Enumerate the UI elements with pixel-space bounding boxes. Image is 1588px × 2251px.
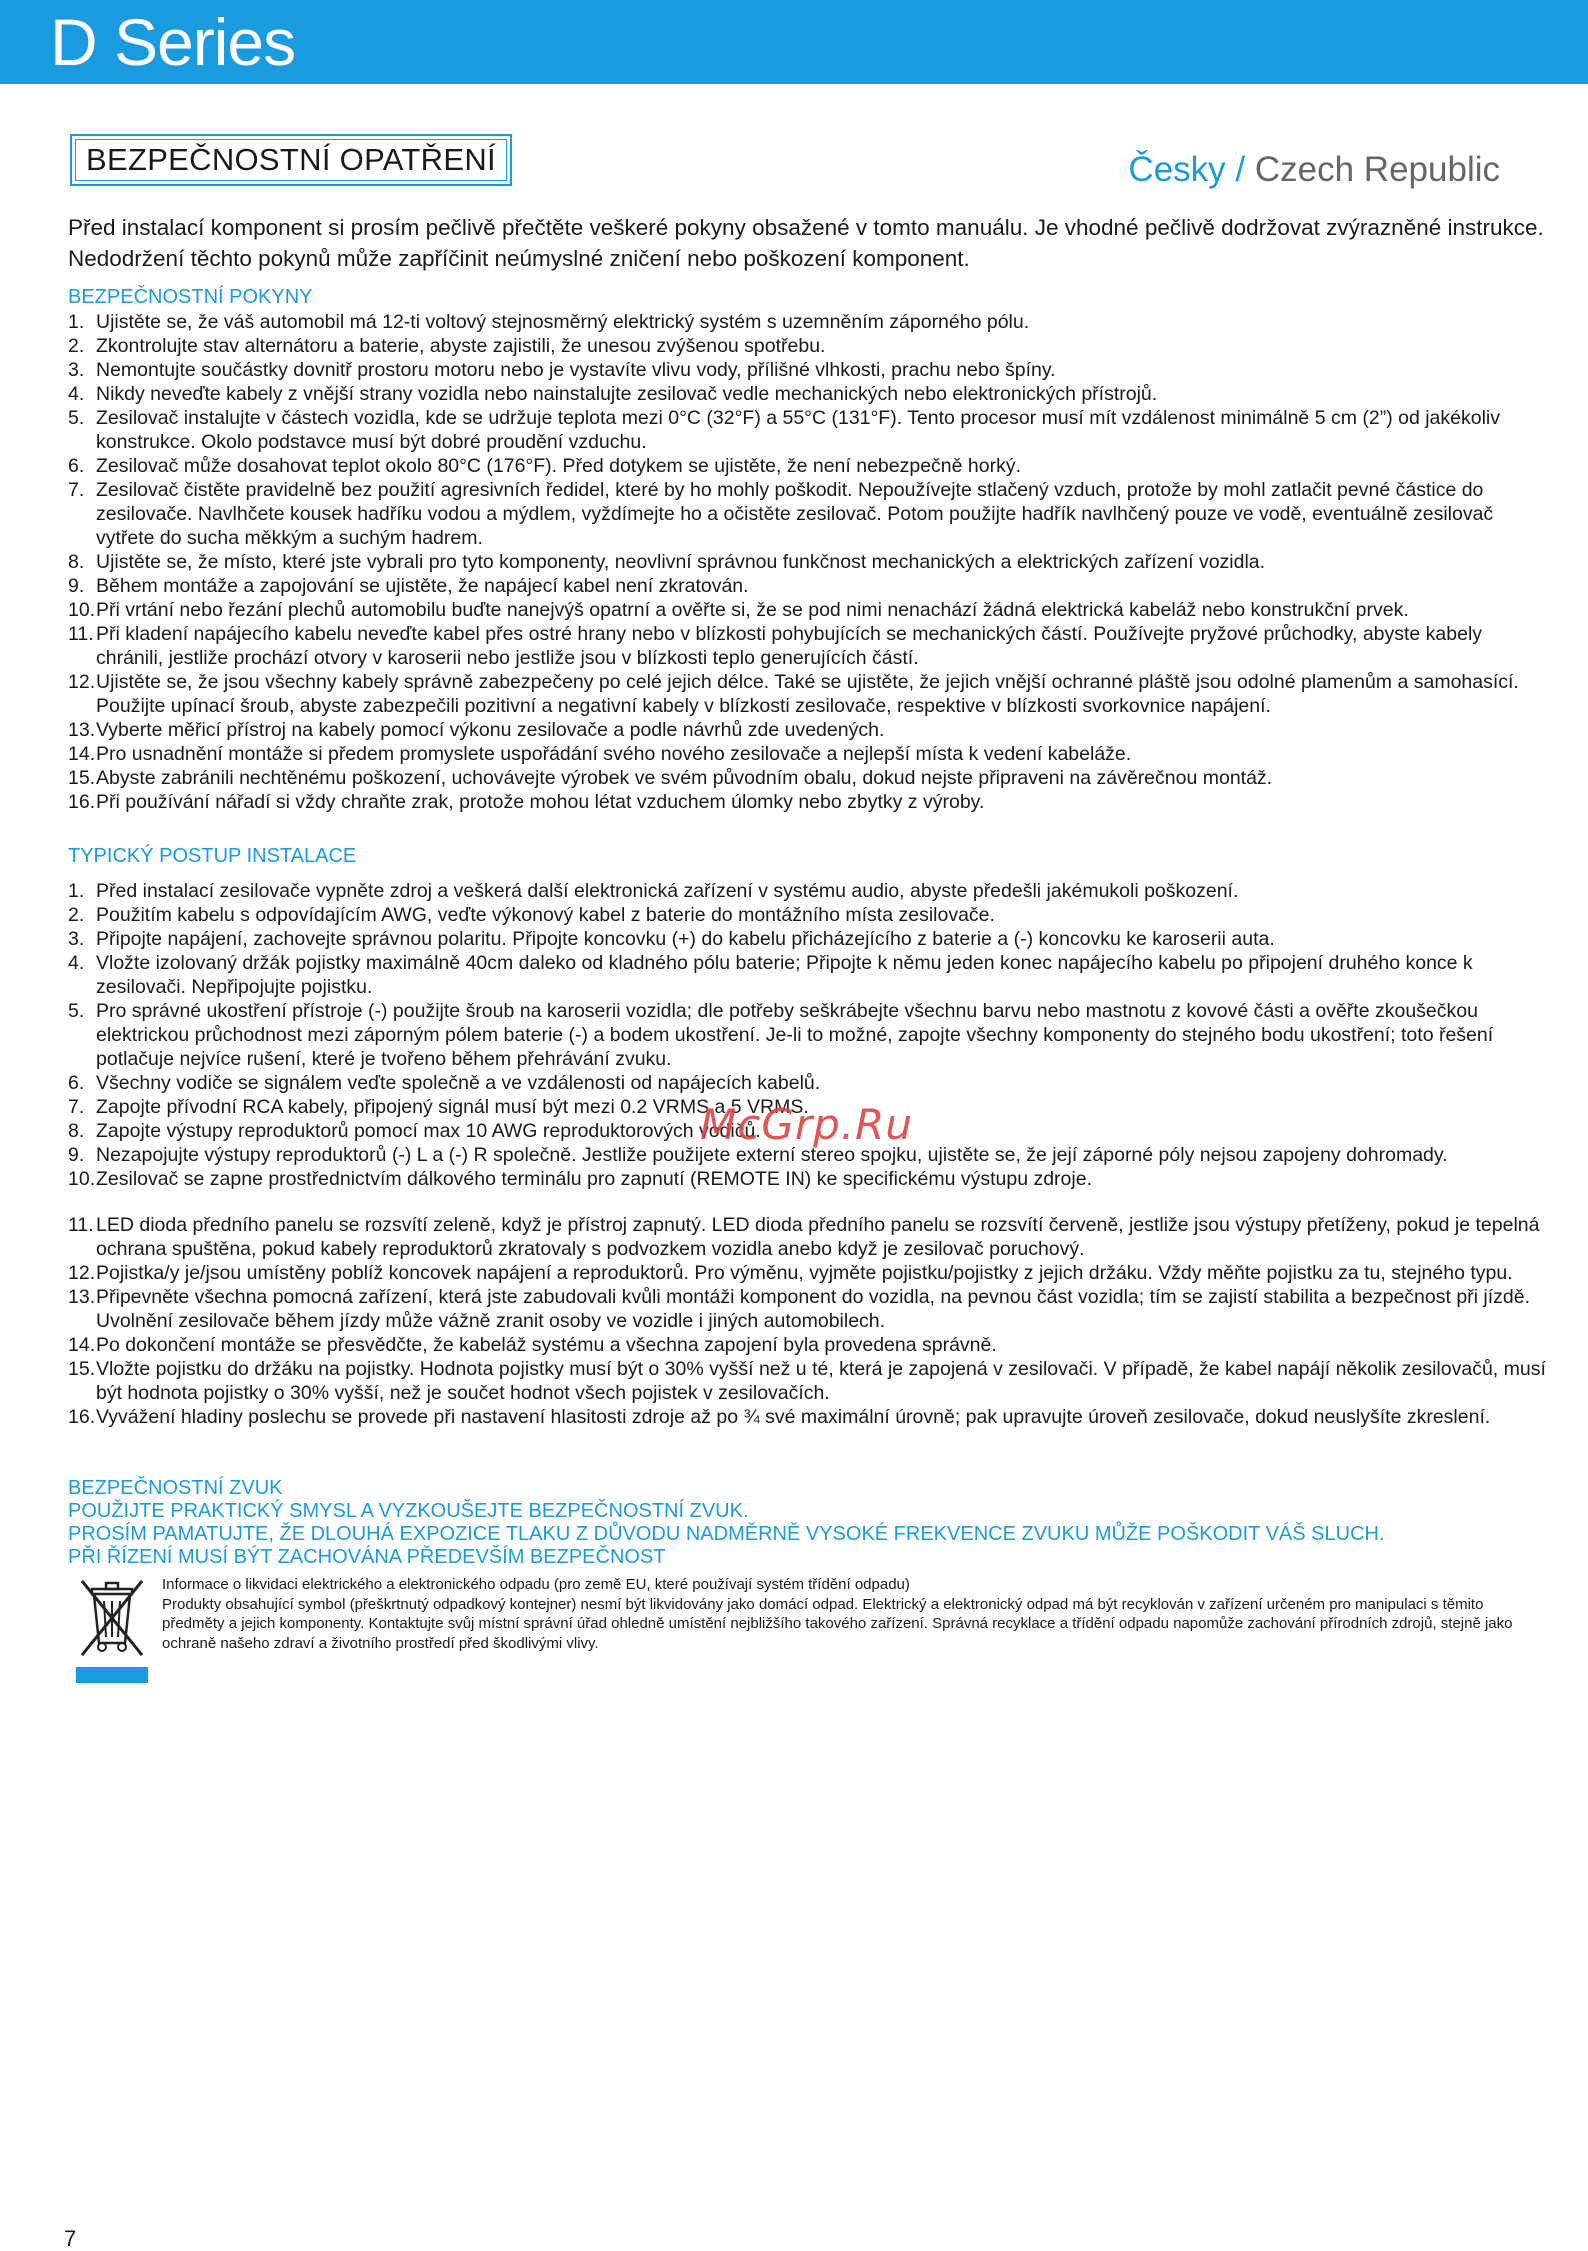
item-text: Zapojte výstupy reproduktorů pomocí max 10 AWG reproduktorových vodičů. xyxy=(96,1120,761,1142)
item-number: 12. xyxy=(68,671,96,693)
list-item xyxy=(68,766,1550,790)
intro-paragraph: Před instalací komponent si prosím pečlivě přečtěte veškeré pokyny obsažené v tomto manuálu. Je vhodné pečlivě dodržovat zvýrazněné instrukce. Nedodržení těchto pokynů může zapříčinit neúmyslné zničení nebo poškození komponent. xyxy=(68,215,1544,271)
warning-line-1: BEZPEČNOSTNÍ ZVUK xyxy=(68,1477,283,1499)
list-item xyxy=(68,742,1550,766)
item-number: 4. xyxy=(68,952,85,974)
warning-line-2: POUŽIJTE PRAKTICKÝ SMYSL A VYZKOUŠEJTE BEZPEČNOSTNÍ ZVUK. xyxy=(68,1500,749,1522)
item-number: 7. xyxy=(68,479,85,501)
item-number: 9. xyxy=(68,1144,85,1166)
item-number: 14. xyxy=(68,1334,96,1356)
item-text: Zesilovač instalujte v částech vozidla, kde se udržuje teplota mezi 0°C (32°F) a 55°C (131°F). Tento procesor musí mít vzdálenost minimálně 5 cm (2”) od jakékoliv konstrukce. Okolo podstavce musí být dobré proudění vzduchu. xyxy=(96,407,1500,453)
item-text: Všechny vodiče se signálem veďte společně a ve vzdálenosti od napájecích kabelů. xyxy=(96,1072,821,1094)
item-text: Ujistěte se, že váš automobil má 12-ti voltový stejnosměrný elektrický systém s uzemněním záporného pólu. xyxy=(96,311,1030,333)
item-number: 6. xyxy=(68,1072,85,1094)
list-item xyxy=(68,999,1550,1071)
item-number: 6. xyxy=(68,455,85,477)
weee-notice xyxy=(68,1575,1550,1692)
list-item xyxy=(68,574,1550,598)
item-text: Ujistěte se, že jsou všechny kabely správně zabezpečeny po celé jejich délce. Také se ujistěte, že jejich vnější ochranné pláště jsou odolné plamenům a samohasící. Použijte upínací šroub, abyste zabezpečili pozitivní a negativní kabely v blízkosti zesilovače, respektive v blízkosti svorkovnice napájení. xyxy=(96,671,1519,717)
document-body xyxy=(68,212,1550,1692)
crossed-bin-icon xyxy=(72,1575,162,1692)
item-text: Po dokončení montáže se přesvědčte, že kabeláž systému a všechna zapojení byla provedena správně. xyxy=(96,1334,997,1356)
item-text: Vložte izolovaný držák pojistky maximálně 40cm daleko od kladného pólu baterie; Připojte k němu jeden konec napájecího kabelu po připojení druhého konce k zesilovači. Nepřipojujte pojistku. xyxy=(96,952,1473,998)
warning-line-3: PROSÍM PAMATUJTE, ŽE DLOUHÁ EXPOZICE TLAKU Z DŮVODU NADMĚRNĚ VYSOKÉ FREKVENCE ZVUKU MŮŽE POŠKODIT VÁŠ SLUCH. xyxy=(68,1523,1385,1545)
item-number: 8. xyxy=(68,1120,85,1142)
list-item xyxy=(68,382,1550,406)
list-item xyxy=(68,790,1550,814)
list-item xyxy=(68,670,1550,718)
list-item xyxy=(68,1071,1550,1095)
item-number: 16. xyxy=(68,1406,96,1428)
list-item xyxy=(68,406,1550,454)
item-text: Zesilovač čistěte pravidelně bez použití agresivních ředidel, které by ho mohly poškodit. Nepoužívejte stlačený vzduch, protože by mohl zatlačit pevné částice do zesilovače. Navlhčete kousek hadříku vodou a mýdlem, vyždímejte ho a očistěte zesilovač. Potom použijte hadřík navlhčený pouze ve vodě, eventuálně zesilovač vytřete do sucha měkkým a suchým hadrem. xyxy=(96,479,1494,549)
list-item xyxy=(68,334,1550,358)
list-item xyxy=(68,1285,1550,1333)
language-czech: Česky xyxy=(1128,150,1226,189)
language-label xyxy=(1128,150,1500,190)
item-text: Při vrtání nebo řezání plechů automobilu buďte nanejvýš opatrní a ověřte si, že se pod nimi nenachází žádná elektrická kabeláž nebo konstrukční prvek. xyxy=(96,599,1409,621)
item-text: Abyste zabránili nechtěnému poškození, uchovávejte výrobek ve svém původním obalu, dokud nejste připraveni na závěrečnou montáž. xyxy=(96,767,1273,789)
safety-list xyxy=(68,310,1550,814)
item-number: 10. xyxy=(68,599,96,621)
item-text: Použitím kabelu s odpovídajícím AWG, veďte výkonový kabel z baterie do montážního místa zesilovače. xyxy=(96,904,995,926)
item-text: Pro usnadnění montáže si předem promyslete uspořádání svého nového zesilovače a nejlepší místa k vedení kabeláže. xyxy=(96,743,1132,765)
item-text: Zkontrolujte stav alternátoru a baterie, abyste zajistili, že unesou zvýšenou spotřebu. xyxy=(96,335,826,357)
item-text: Nemontujte součástky dovnitř prostoru motoru nebo je vystavíte vlivu vody, přílišné vlhkosti, prachu nebo špíny. xyxy=(96,359,1056,381)
item-number: 16. xyxy=(68,791,96,813)
watermark: McGrp.Ru xyxy=(700,1100,913,1149)
page-number: 7 xyxy=(64,2226,77,2251)
item-text: Před instalací zesilovače vypněte zdroj a veškerá další elektronická zařízení v systému audio, abyste předešli jakémukoli poškození. xyxy=(96,880,1239,902)
warning-block xyxy=(68,1477,1550,1569)
list-item xyxy=(68,310,1550,334)
item-number: 15. xyxy=(68,1358,96,1380)
item-number: 5. xyxy=(68,1000,85,1022)
item-number: 15. xyxy=(68,767,96,789)
item-number: 11. xyxy=(68,1214,94,1236)
list-item xyxy=(68,1261,1550,1285)
list-item xyxy=(68,1167,1550,1191)
item-number: 11. xyxy=(68,623,94,645)
section-title-box xyxy=(70,134,512,186)
item-text: Pro správné ukostření přístroje (-) použijte šroub na karoserii vozidla; dle potřeby seškrábejte všechnu barvu nebo mastnotu z kovové části a ověřte zkoušečkou elektrickou průchodnost mezi záporným pólem baterie (-) a bodem ukostření. Je-li to možné, zapojte všechny komponenty do stejného bodu ukostření; toto řešení potlačuje nejvíce rušení, které je tvořeno během přehrávání zvuku. xyxy=(96,1000,1494,1070)
list-item xyxy=(68,622,1550,670)
item-number: 4. xyxy=(68,383,85,405)
list-item xyxy=(68,358,1550,382)
item-number: 3. xyxy=(68,928,85,950)
item-text: Zapojte přívodní RCA kabely, připojený signál musí být mezi 0.2 VRMS a 5 VRMS. xyxy=(96,1096,809,1118)
item-number: 2. xyxy=(68,904,85,926)
weee-body: Produkty obsahující symbol (přeškrtnutý odpadkový kontejner) nesmí být likvidovány jako domácí odpad. Elektrický a elektronický odpad má být recyklován v zařízení určeném pro manipulaci s těmito předměty a jejich komponenty. Kontaktujte svůj místní správní úřad ohledně umístění nejbližšího takového zařízení. Správná recyklace a třídění odpadu napomůže zachování přírodních zdrojů, stejně jako ochraně našeho zdraví a životního prostředí před škodlivými vlivy. xyxy=(162,1595,1513,1652)
list-item xyxy=(68,1405,1550,1429)
item-number: 10. xyxy=(68,1168,96,1190)
item-text: LED dioda předního panelu se rozsvítí zeleně, když je přístroj zapnutý. LED dioda předního panelu se rozsvítí červeně, jestliže jsou výstupy přetíženy, pokud je tepelná ochrana spuštěna, pokud kabely reproduktorů zkratovaly s podvozkem vozidla anebo když je zesilovač poruchový. xyxy=(96,1214,1540,1260)
item-text: Vyvážení hladiny poslechu se provede při nastavení hlasitosti zdroje až po ¾ své maximální úrovně; pak upravujte úroveň zesilovače, dokud neuslyšíte zkreslení. xyxy=(96,1406,1491,1428)
header-bar xyxy=(0,0,1588,84)
language-separator: / xyxy=(1235,150,1246,189)
item-number: 13. xyxy=(68,719,96,741)
list-item xyxy=(68,718,1550,742)
item-text: Pojistka/y je/jsou umístěny poblíž koncovek napájení a reproduktorů. Pro výměnu, vyjměte pojistku/pojistky z jejich držáku. Vždy měňte pojistku za tu, stejného typu. xyxy=(96,1262,1513,1284)
item-number: 14. xyxy=(68,743,96,765)
weee-text xyxy=(162,1575,1532,1692)
item-text: Ujistěte se, že místo, které jste vybrali pro tyto komponenty, neovlivní správnou funkčnost mechanických a elektrických zařízení vozidla. xyxy=(96,551,1266,573)
item-number: 9. xyxy=(68,575,85,597)
item-number: 2. xyxy=(68,335,85,357)
install-heading: TYPICKÝ POSTUP INSTALACE xyxy=(68,845,357,867)
install-list xyxy=(68,879,1550,1429)
item-number: 7. xyxy=(68,1096,85,1118)
item-text: Vložte pojistku do držáku na pojistky. Hodnota pojistky musí být o 30% vyšší než u té, která je zapojená v zesilovači. V případě, že kabel napájí několik zesilovačů, musí být hodnota pojistky o 30% vyšší, než je součet hodnot všech pojistek v zesilovačích. xyxy=(96,1358,1546,1404)
item-text: Nezapojujte výstupy reproduktorů (-) L a (-) R společně. Jestliže použijete externí stereo spojku, ujistěte se, že její záporné póly nejsou zapojeny dohromady. xyxy=(96,1144,1448,1166)
list-item xyxy=(68,951,1550,999)
warning-line-4: PŘI ŘÍZENÍ MUSÍ BÝT ZACHOVÁNA PŘEDEVŠÍM BEZPEČNOST xyxy=(68,1546,666,1568)
item-text: Zesilovač může dosahovat teplot okolo 80°C (176°F). Před dotykem se ujistěte, že není nebezpečně horký. xyxy=(96,455,1022,477)
item-text: Při kladení napájecího kabelu neveďte kabel přes ostré hrany nebo v blízkosti pohybujících se mechanických částí. Používejte pryžové průchodky, abyste kabely chránili, jestliže prochází otvory v karoserii nebo jestliže jsou v blízkosti teplo generujících částí. xyxy=(96,623,1483,669)
item-number: 12. xyxy=(68,1262,96,1284)
item-text: Připojte napájení, zachovejte správnou polaritu. Připojte koncovku (+) do kabelu přicházejícího z baterie a (-) koncovku ke karoserii auta. xyxy=(96,928,1275,950)
item-number: 1. xyxy=(68,311,85,333)
list-item xyxy=(68,598,1550,622)
item-number: 5. xyxy=(68,407,85,429)
item-number: 8. xyxy=(68,551,85,573)
list-item xyxy=(68,1213,1550,1261)
item-text: Při používání nářadí si vždy chraňte zrak, protože mohou létat vzduchem úlomky nebo zbytky z výroby. xyxy=(96,791,985,813)
item-number: 1. xyxy=(68,880,85,902)
list-item xyxy=(68,903,1550,927)
weee-title: Informace o likvidaci elektrického a elektronického odpadu (pro země EU, které používají systém třídění odpadu) xyxy=(162,1576,910,1593)
item-number: 13. xyxy=(68,1286,96,1308)
list-item xyxy=(68,1333,1550,1357)
item-text: Během montáže a zapojování se ujistěte, že napájecí kabel není zkratován. xyxy=(96,575,749,597)
list-item xyxy=(68,1357,1550,1405)
series-title: D Series xyxy=(50,5,296,79)
item-text: Nikdy neveďte kabely z vnější strany vozidla nebo nainstalujte zesilovač vedle mechanických nebo elektronických přístrojů. xyxy=(96,383,1158,405)
item-text: Připevněte všechna pomocná zařízení, která jste zabudovali kvůli montáži komponent do vozidla, na pevnou část vozidla; tím se zajistí stabilita a bezpečnost při jízdě. Uvolnění zesilovače během jízdy může vážně zranit osoby ve vozidle i jiných automobilech. xyxy=(96,1286,1531,1332)
item-number: 3. xyxy=(68,359,85,381)
item-text: Zesilovač se zapne prostřednictvím dálkového terminálu pro zapnutí (REMOTE IN) ke specifickému výstupu zdroje. xyxy=(96,1168,1092,1190)
item-text: Vyberte měřicí přístroj na kabely pomocí výkonu zesilovače a podle návrhů zde uvedených. xyxy=(96,719,885,741)
list-item xyxy=(68,550,1550,574)
list-item xyxy=(68,478,1550,550)
page-title: BEZPEČNOSTNÍ OPATŘENÍ xyxy=(86,142,496,177)
language-english: Czech Republic xyxy=(1254,150,1500,189)
list-item xyxy=(68,879,1550,903)
list-item xyxy=(68,454,1550,478)
safety-heading: BEZPEČNOSTNÍ POKYNY xyxy=(68,286,313,308)
list-item xyxy=(68,927,1550,951)
